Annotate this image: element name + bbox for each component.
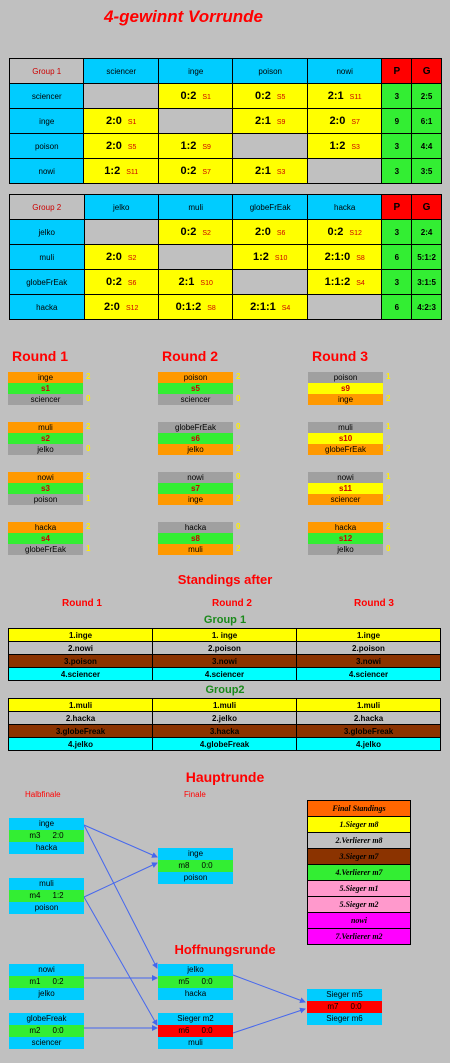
group2-points: 6: [382, 245, 412, 270]
round-title-2: Round 2: [162, 348, 218, 364]
team-a-points: 1: [386, 372, 391, 381]
team-a-points: 2: [86, 422, 91, 431]
team-a: hacka: [8, 522, 83, 533]
match-m8-top: inge: [158, 848, 233, 860]
team-a-points: 1: [386, 422, 391, 431]
match-m7: [307, 989, 382, 1025]
halbfinale-label: Halbfinale: [25, 790, 61, 799]
group1-standing-cell: 4.sciencer: [9, 668, 153, 681]
team-b-points: 0: [86, 444, 91, 453]
group1-standing-cell: 3.nowi: [153, 655, 297, 668]
match-id: S11: [349, 94, 362, 101]
match-m8-label: m8: [178, 861, 190, 870]
team-b-points: 2: [386, 494, 391, 503]
match-m1-bot: jelko: [9, 988, 84, 1000]
group1-col-inge: inge: [158, 59, 232, 84]
group2-row-jelko: jelko: [10, 220, 85, 245]
standings-head-r2: Round 2: [212, 598, 252, 609]
match-id: S2: [127, 255, 137, 262]
match-id: S6: [127, 280, 137, 287]
match-score: 0:2: [254, 90, 271, 102]
match-m2-top: globeFreak: [9, 1013, 84, 1025]
group2-standing-cell: 1.muli: [9, 699, 153, 712]
group1-standing-cell: 3.poison: [9, 655, 153, 668]
match-m6-label: m6: [178, 1026, 190, 1035]
group1-row-inge: inge: [10, 109, 84, 134]
group1-row-poison: poison: [10, 134, 84, 159]
final-standing-item: 3.Sieger m7: [308, 849, 411, 865]
team-b: globeFrEak: [308, 444, 383, 455]
match-id: S12: [349, 230, 362, 237]
team-a-points: 2: [86, 472, 91, 481]
match-m3-top: inge: [9, 818, 84, 830]
match-score: 0:2: [180, 90, 197, 102]
match-id: S8: [356, 255, 365, 262]
match-score: 0:2: [180, 165, 197, 177]
standings-title: Standings after: [177, 572, 273, 587]
final-standing-item: 7.Verlierer m2: [308, 929, 411, 945]
match-id: s11: [308, 483, 383, 494]
match-score: 1:1:2: [324, 276, 351, 288]
match-id: s8: [158, 533, 233, 544]
match-id: s10: [308, 433, 383, 444]
group1-col-sciencer: sciencer: [84, 59, 159, 84]
match-m3-label: m3: [29, 831, 41, 840]
table-row: [308, 929, 411, 945]
match-score: 1:2: [104, 165, 121, 177]
match-m7-bot: Sieger m6: [307, 1013, 382, 1025]
team-a: hacka: [158, 522, 233, 533]
match-m1-label: m1: [29, 977, 41, 986]
group1-row-sciencer: sciencer: [10, 84, 84, 109]
match-id: s7: [158, 483, 233, 494]
match-score: 2:0: [254, 226, 271, 238]
match-m7-mid: [307, 1001, 382, 1013]
group1-standing-cell: 2.nowi: [9, 642, 153, 655]
final-standings-title: Final Standings: [308, 801, 411, 817]
match-m5-top: jelko: [158, 964, 233, 976]
team-b: globeFrEak: [8, 544, 83, 555]
group2-row-globeFrEak: globeFrEak: [10, 270, 85, 295]
match-score: 0:2: [105, 276, 122, 288]
match-id: S4: [281, 305, 291, 312]
match-m4-bot: poison: [9, 902, 84, 914]
match-score: 2:1:0: [324, 251, 351, 263]
group2-standing-cell: 3.hacka: [153, 725, 297, 738]
table-row: [308, 817, 411, 833]
team-a-points: 1: [386, 472, 391, 481]
match-m8-score: 0:0: [201, 861, 213, 870]
team-a-points: 2: [86, 522, 91, 531]
team-b: jelko: [8, 444, 83, 455]
round-title-3: Round 3: [312, 348, 368, 364]
team-b: jelko: [308, 544, 383, 555]
team-b: jelko: [158, 444, 233, 455]
match-m1-top: nowi: [9, 964, 84, 976]
match-score: 1:2: [180, 140, 197, 152]
team-a: hacka: [308, 522, 383, 533]
group2-points: 3: [382, 220, 412, 245]
match-id: S7: [202, 169, 211, 176]
group1-games-head: G: [412, 59, 442, 84]
team-b-points: 0: [386, 544, 391, 553]
group1-col-poison: poison: [233, 59, 307, 84]
match-id: S7: [351, 119, 360, 126]
match-id: S11: [126, 169, 139, 176]
match-id: s3: [8, 483, 83, 494]
match-m3-bot: hacka: [9, 842, 84, 854]
match-m2-bot: sciencer: [9, 1037, 84, 1049]
match-m7-score: 0:0: [350, 1002, 362, 1011]
group1-standing-cell: 2.poison: [153, 642, 297, 655]
match-id: S5: [127, 144, 137, 151]
group2-standing-cell: 4.jelko: [9, 738, 153, 751]
match-score: 2:1: [327, 90, 344, 102]
team-b-points: 2: [236, 494, 241, 503]
team-b: poison: [8, 494, 83, 505]
match-id: s2: [8, 433, 83, 444]
group1-points: 9: [382, 109, 412, 134]
group2-games-head: G: [412, 195, 442, 220]
group1-standing-cell: 2.poison: [297, 642, 441, 655]
match-id: S12: [125, 305, 139, 312]
final-standings-table: [307, 800, 411, 945]
group2-standing-cell: 4.globeFreak: [153, 738, 297, 751]
team-a: poison: [158, 372, 233, 383]
match-m2-label: m2: [29, 1026, 41, 1035]
team-b: inge: [308, 394, 383, 405]
team-b: inge: [158, 494, 233, 505]
match-m8: [158, 848, 233, 884]
match-m4-label: m4: [29, 891, 41, 900]
group2-label: Group 2: [10, 195, 85, 220]
match-score: 0:2: [180, 226, 197, 238]
match-m4: [9, 878, 84, 914]
match-id: s9: [308, 383, 383, 394]
match-id: S1: [202, 94, 211, 101]
match-m3: [9, 818, 84, 854]
team-b-points: 0: [86, 394, 91, 403]
match-score: 2:0: [104, 301, 120, 313]
match-id: S3: [351, 144, 360, 151]
match-id: s1: [8, 383, 83, 394]
match-m3-mid: [9, 830, 84, 842]
group1-games: 3:5: [412, 159, 442, 184]
group1-row-nowi: nowi: [10, 159, 84, 184]
match-score: 0:2: [327, 226, 344, 238]
match-m6: [158, 1013, 233, 1049]
team-a: nowi: [158, 472, 233, 483]
group1-points: 3: [382, 134, 412, 159]
match-id: s12: [308, 533, 383, 544]
final-standing-item: 2.Verlierer m8: [308, 833, 411, 849]
group2-games: 3:1:5: [412, 270, 442, 295]
group2-standing-cell: 3.globeFreak: [297, 725, 441, 738]
group2-standing-cell: 3.globeFreak: [9, 725, 153, 738]
standings-group1-label: Group 1: [203, 614, 247, 626]
match-m5-score: 0:0: [201, 977, 213, 986]
group2-col-muli: muli: [158, 195, 233, 220]
standings-head-r1: Round 1: [62, 598, 102, 609]
team-a-points: 0: [236, 472, 241, 481]
match-m7-top: Sieger m5: [307, 989, 382, 1001]
team-a: nowi: [8, 472, 83, 483]
team-a: nowi: [308, 472, 383, 483]
group2-col-hacka: hacka: [307, 195, 382, 220]
group1-points-head: P: [382, 59, 412, 84]
team-b-points: 0: [236, 394, 241, 403]
match-m6-bot: muli: [158, 1037, 233, 1049]
match-m4-top: muli: [9, 878, 84, 890]
final-standing-item: nowi: [308, 913, 411, 929]
team-b: sciencer: [158, 394, 233, 405]
match-id: S6: [276, 230, 286, 237]
group1-standing-cell: 1. inge: [153, 629, 297, 642]
team-b-points: 1: [86, 494, 91, 503]
team-b-points: 2: [236, 544, 241, 553]
standings-group2-label: Group2: [205, 684, 245, 696]
match-m5: [158, 964, 233, 1000]
match-id: S2: [202, 230, 211, 237]
match-score: 0:1:2: [175, 301, 202, 313]
match-id: S1: [127, 119, 137, 126]
table-row: [308, 913, 411, 929]
match-m6-mid: [158, 1025, 233, 1037]
team-b: muli: [158, 544, 233, 555]
group2-games: 4:2:3: [412, 295, 442, 320]
match-id: S8: [207, 305, 216, 312]
match-m8-mid: [158, 860, 233, 872]
match-id: S10: [200, 280, 213, 287]
match-score: 1:2: [253, 251, 269, 263]
group1-standing-cell: 3.nowi: [297, 655, 441, 668]
group2-standing-cell: 2.hacka: [9, 712, 153, 725]
group1-standing-cell: 1.inge: [9, 629, 153, 642]
round-title-1: Round 1: [12, 348, 68, 364]
team-a-points: 0: [236, 522, 241, 531]
team-a: globeFrEak: [158, 422, 233, 433]
finale-label: Finale: [184, 790, 206, 799]
team-a: inge: [8, 372, 83, 383]
table-row: [308, 833, 411, 849]
final-standing-item: 4.Verlierer m7: [308, 865, 411, 881]
match-m8-bot: poison: [158, 872, 233, 884]
table-row: [308, 865, 411, 881]
match-id: S4: [356, 280, 365, 287]
group2-col-jelko: jelko: [84, 195, 158, 220]
group2-standing-cell: 1.muli: [153, 699, 297, 712]
group1-col-nowi: nowi: [307, 59, 382, 84]
team-a: poison: [308, 372, 383, 383]
table-row: [308, 897, 411, 913]
group1-standing-cell: 4.sciencer: [297, 668, 441, 681]
match-id: S9: [202, 144, 211, 151]
match-m3-score: 2:0: [52, 831, 64, 840]
team-a: muli: [308, 422, 383, 433]
group1-games: 4:4: [412, 134, 442, 159]
match-score: 2:1: [178, 276, 195, 288]
standings-head-r3: Round 3: [354, 598, 394, 609]
table-row: [308, 849, 411, 865]
match-id: S10: [274, 255, 288, 262]
team-b: sciencer: [8, 394, 83, 405]
team-b-points: 2: [386, 444, 391, 453]
match-m2-score: 0:0: [52, 1026, 64, 1035]
match-m2-mid: [9, 1025, 84, 1037]
group1-standing-cell: 4.sciencer: [153, 668, 297, 681]
match-m6-top: Sieger m2: [158, 1013, 233, 1025]
match-m5-mid: [158, 976, 233, 988]
match-score: 2:1:1: [250, 301, 276, 313]
match-m2: [9, 1013, 84, 1049]
team-a-points: 2: [386, 522, 391, 531]
match-id: s4: [8, 533, 83, 544]
hauptrunde-title: Hauptrunde: [185, 769, 265, 785]
team-b-points: 2: [236, 444, 241, 453]
match-m5-bot: hacka: [158, 988, 233, 1000]
match-m1-score: 0:2: [52, 977, 64, 986]
group2-points-head: P: [382, 195, 412, 220]
match-id: s6: [158, 433, 233, 444]
match-score: 2:1: [254, 115, 271, 127]
match-score: 2:0: [329, 115, 346, 127]
group2-games: 2:4: [412, 220, 442, 245]
match-m1-mid: [9, 976, 84, 988]
group1-games: 6:1: [412, 109, 442, 134]
match-id: S3: [276, 169, 286, 176]
group2-standing-cell: 2.jelko: [153, 712, 297, 725]
match-m4-mid: [9, 890, 84, 902]
group2-row-hacka: hacka: [10, 295, 85, 320]
team-a-points: 2: [236, 372, 241, 381]
team-b-points: 2: [386, 394, 391, 403]
match-score: 2:0: [105, 251, 122, 263]
match-id: S5: [276, 94, 286, 101]
match-m6-score: 0:0: [201, 1026, 213, 1035]
match-m5-label: m5: [178, 977, 190, 986]
match-score: 2:0: [105, 140, 122, 152]
match-m7-label: m7: [327, 1002, 339, 1011]
match-m1: [9, 964, 84, 1000]
match-id: S9: [276, 119, 286, 126]
team-a-points: 0: [236, 422, 241, 431]
group2-standing-cell: 4.jelko: [297, 738, 441, 751]
match-score: 2:0: [105, 115, 122, 127]
group1-games: 2:5: [412, 84, 442, 109]
match-id: s5: [158, 383, 233, 394]
team-b-points: 1: [86, 544, 91, 553]
team-b: sciencer: [308, 494, 383, 505]
match-score: 2:1: [254, 165, 271, 177]
final-standing-item: 1.Sieger m8: [308, 817, 411, 833]
match-m4-score: 1:2: [52, 891, 64, 900]
final-standing-item: 5.Sieger m2: [308, 897, 411, 913]
group2-col-globeFrEak: globeFrEak: [233, 195, 308, 220]
group2-points: 6: [382, 295, 412, 320]
match-score: 1:2: [329, 140, 346, 152]
hoffnungsrunde-title: Hoffnungsrunde: [174, 942, 276, 957]
group1-label: Group 1: [10, 59, 84, 84]
group1-standing-cell: 1.inge: [297, 629, 441, 642]
group2-standing-cell: 1.muli: [297, 699, 441, 712]
final-standing-item: 5.Sieger m1: [308, 881, 411, 897]
page-title: 4-gewinnt Vorrunde: [104, 7, 263, 26]
team-a: muli: [8, 422, 83, 433]
group2-games: 5:1:2: [412, 245, 442, 270]
group1-points: 3: [382, 159, 412, 184]
group2-standing-cell: 2.hacka: [297, 712, 441, 725]
table-row: [308, 881, 411, 897]
group2-points: 3: [382, 270, 412, 295]
team-a-points: 2: [86, 372, 91, 381]
group2-row-muli: muli: [10, 245, 85, 270]
group1-points: 3: [382, 84, 412, 109]
